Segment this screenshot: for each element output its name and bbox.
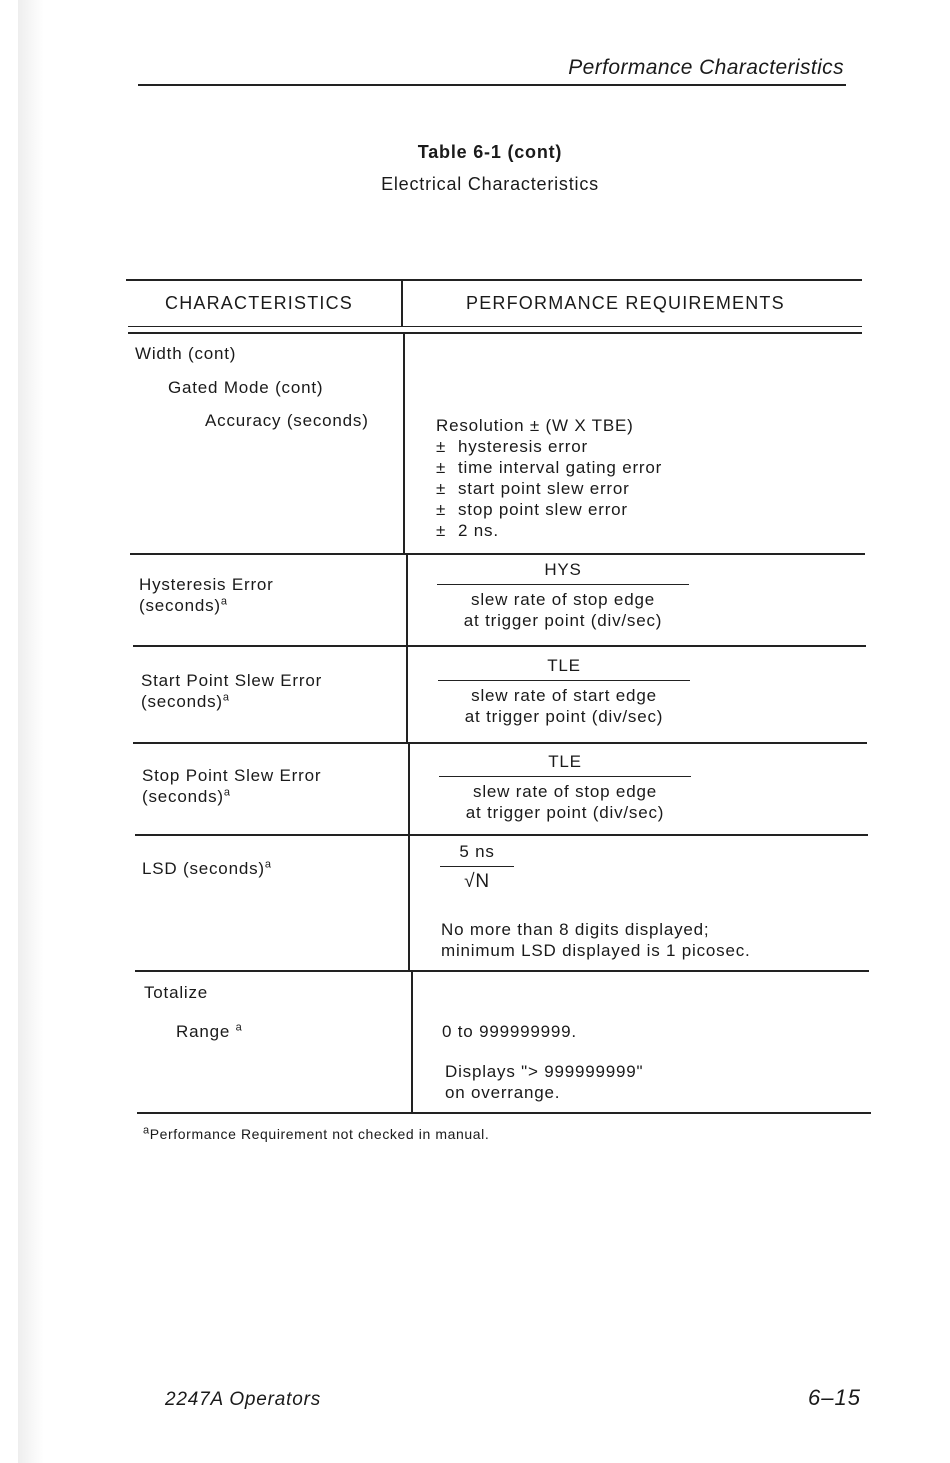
footnote-mark: a — [223, 786, 231, 799]
formula-denominator-line2: at trigger point (div/sec) — [464, 707, 664, 726]
lsd-formula — [440, 841, 514, 892]
list-item: ± time interval gating error — [436, 458, 663, 477]
hysteresis-label: Hysteresis Error (seconds)$^a$ — [139, 575, 274, 615]
lsd-label: LSD (seconds)$^a$ — [142, 858, 272, 878]
formula-numerator: HYS — [437, 559, 689, 585]
header-double-rule-1 — [128, 326, 862, 327]
row-rule — [130, 553, 865, 555]
table-title: Table 6-1 (cont) — [417, 142, 563, 162]
hysteresis-formula — [437, 559, 689, 631]
stop-slew-formula — [439, 751, 691, 823]
range-label: Range $^a$ — [176, 1021, 243, 1041]
column-divider — [411, 971, 413, 1113]
formula-denominator-line2: at trigger point (div/sec) — [463, 611, 663, 630]
footnote: $^a$Performance Requirement not checked in manual. — [143, 1124, 490, 1142]
row-rule — [133, 645, 866, 647]
row-rule — [135, 970, 869, 972]
header-double-rule-2 — [128, 332, 862, 334]
formula-numerator: TLE — [439, 751, 691, 777]
column-divider — [401, 281, 403, 327]
list-item: ± start point slew error — [436, 479, 630, 498]
start-slew-formula — [438, 655, 690, 727]
footnote-mark: a — [222, 691, 230, 704]
accuracy-error-list — [436, 436, 662, 541]
formula-denominator-line1: slew rate of start edge — [471, 686, 657, 705]
footnote-mark: a — [220, 595, 228, 608]
lsd-note: No more than 8 digits displayed; minimum LSD displayed is 1 picosec. — [441, 920, 751, 960]
footer-manual-title: 2247A Operators — [165, 1389, 321, 1410]
table-bottom-rule — [137, 1112, 871, 1114]
row-rule — [135, 834, 868, 836]
start-slew-label: Start Point Slew Error (seconds)$^a$ — [141, 671, 323, 711]
header-rule — [138, 84, 846, 86]
plus-minus-sign: ± — [436, 479, 447, 498]
row-rule — [133, 742, 867, 744]
page-number: 6–15 — [808, 1385, 861, 1410]
overrange-note: Displays "> 999999999" on overrange. — [445, 1062, 644, 1102]
list-item: ± stop point slew error — [436, 500, 628, 519]
column-header-performance: PERFORMANCE REQUIREMENTS — [466, 293, 785, 313]
table-subtitle: Electrical Characteristics — [381, 174, 599, 194]
formula-denominator-line1: slew rate of stop edge — [473, 782, 657, 801]
plus-minus-sign: ± — [436, 458, 447, 477]
footnote-mark: a — [235, 1021, 243, 1034]
gated-mode-label: Gated Mode (cont) — [168, 378, 324, 397]
column-divider — [408, 743, 410, 971]
column-divider — [403, 334, 405, 554]
list-item: ± 2 ns. — [436, 521, 499, 540]
binding-edge — [18, 0, 44, 1463]
column-header-characteristics: CHARACTERISTICS — [165, 293, 354, 313]
formula-numerator: TLE — [438, 655, 690, 681]
plus-minus-sign: ± — [436, 437, 447, 456]
range-value: 0 to 999999999. — [442, 1022, 577, 1041]
footnote-mark: a — [264, 858, 272, 871]
table-top-rule — [126, 279, 862, 281]
formula-numerator: 5 ns — [440, 841, 514, 867]
column-divider — [406, 554, 408, 742]
resolution-text: Resolution ± (W X TBE) — [436, 416, 634, 435]
formula-denominator-line1: slew rate of stop edge — [471, 590, 655, 609]
formula-denominator-line2: at trigger point (div/sec) — [465, 803, 665, 822]
plus-minus-sign: ± — [436, 500, 447, 519]
accuracy-label: Accuracy (seconds) — [205, 411, 369, 430]
running-header: Performance Characteristics — [568, 56, 844, 79]
list-item: ± hysteresis error — [436, 437, 588, 456]
width-label: Width (cont) — [135, 344, 237, 363]
footnote-mark: a — [143, 1124, 150, 1137]
stop-slew-label: Stop Point Slew Error (seconds)$^a$ — [142, 766, 322, 806]
plus-minus-sign: ± — [436, 521, 447, 540]
formula-denominator: √N — [464, 871, 490, 892]
totalize-label: Totalize — [144, 983, 209, 1002]
